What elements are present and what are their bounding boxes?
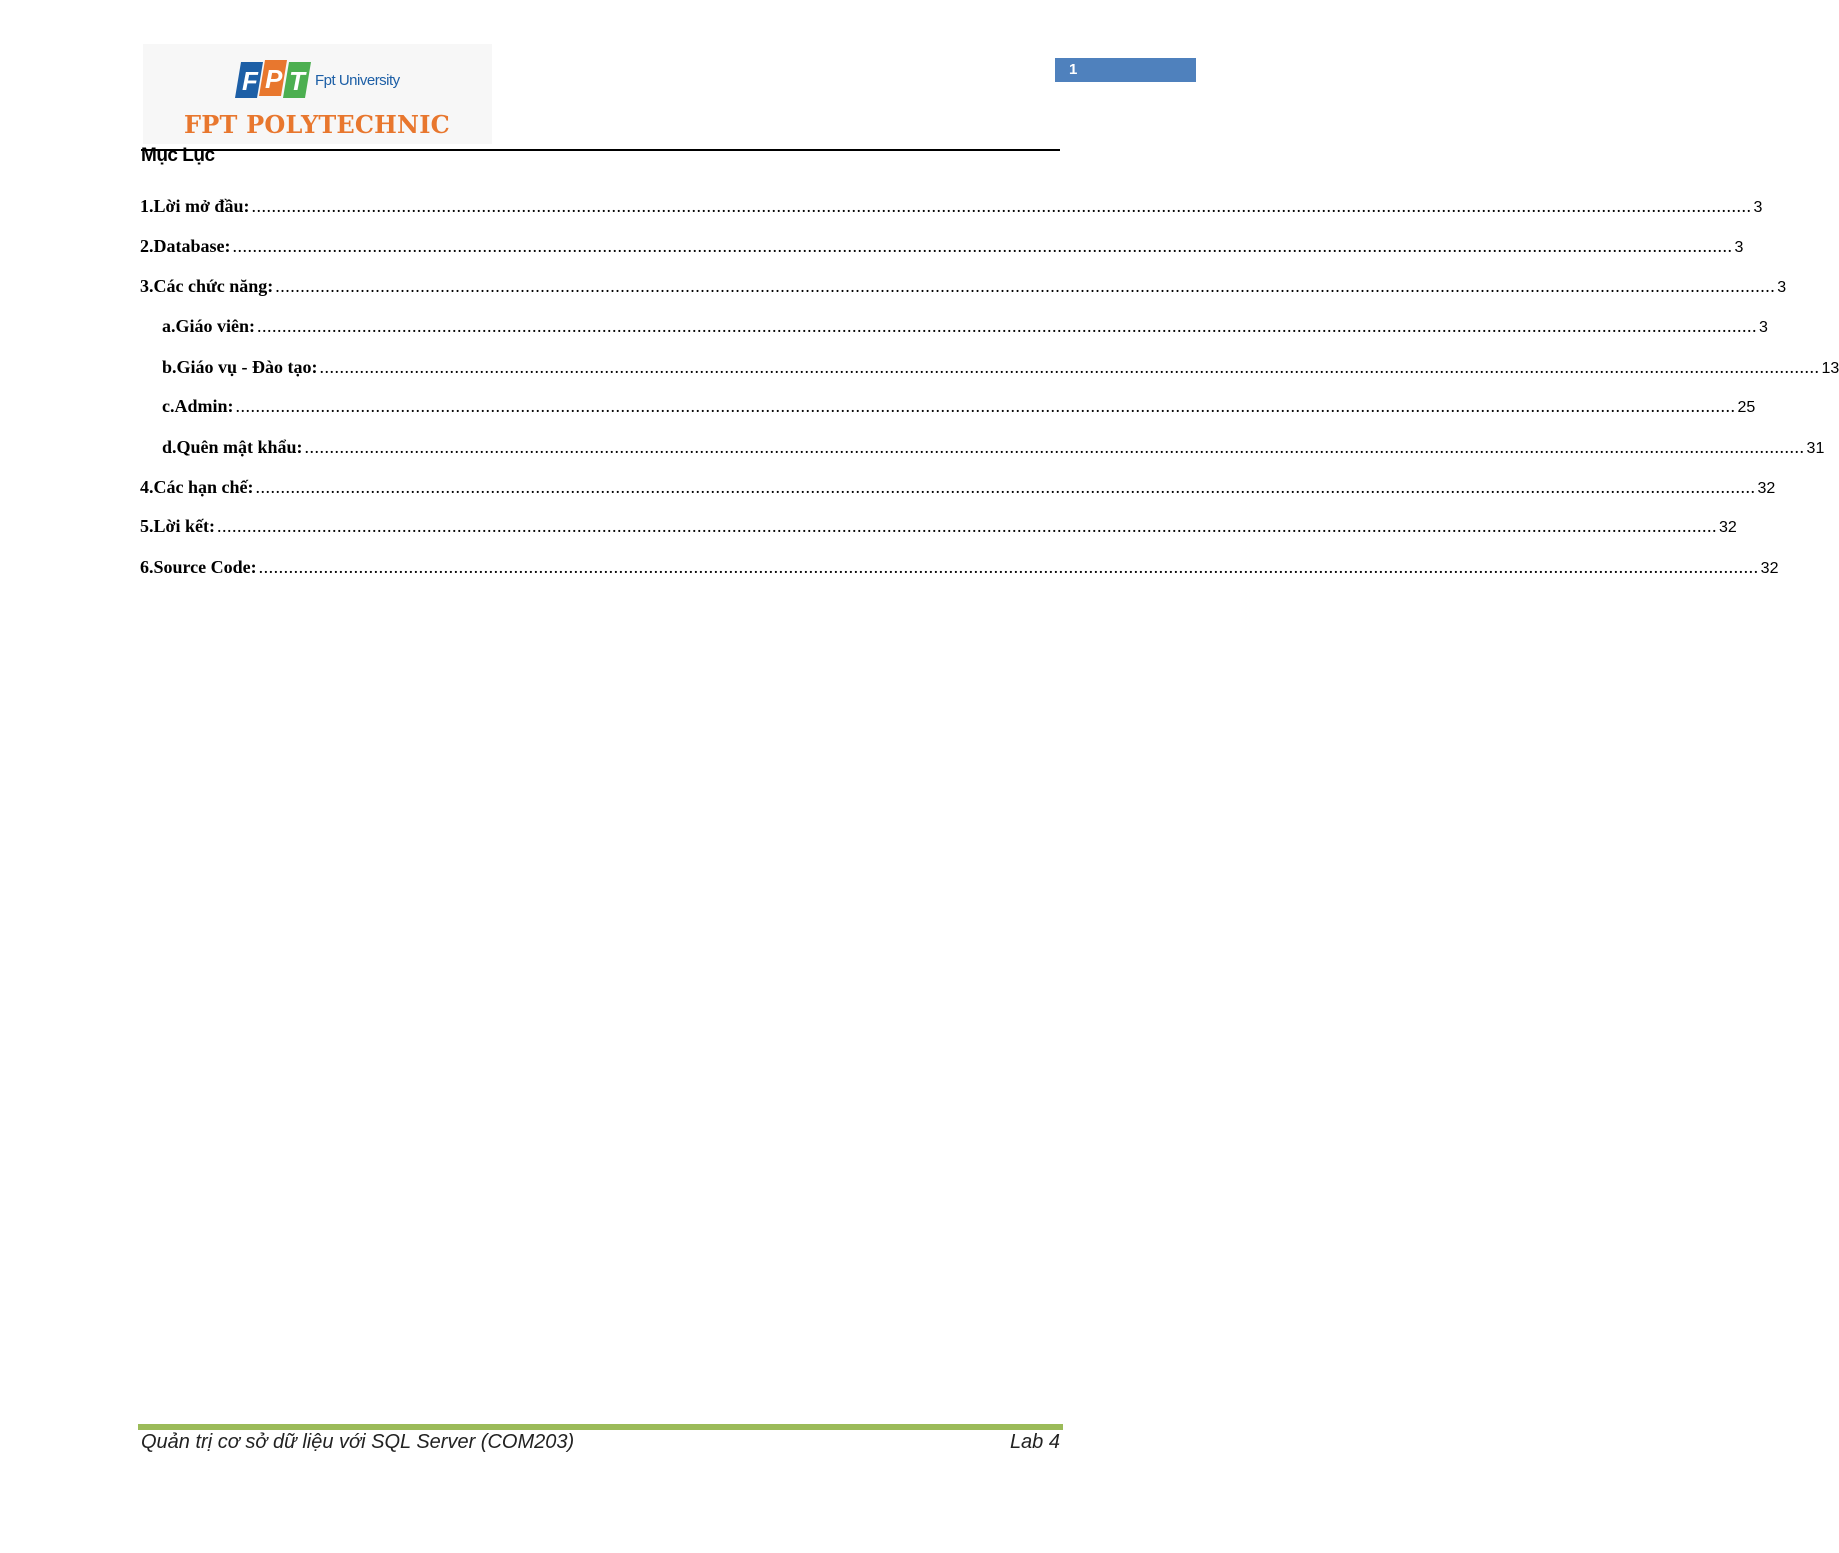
footer-course-title: Quản trị cơ sở dữ liệu với SQL Server (COM203) [141, 1431, 575, 1453]
toc-entry[interactable] [140, 516, 1737, 540]
toc-entry-label: Database: [153, 236, 231, 256]
toc-entry-page: 3 [1753, 199, 1763, 216]
toc-dot-leader: ............................................................................................................................................................................................................................................................................................................ [255, 477, 1756, 497]
toc-dot-leader: ............................................................................................................................................................................................................................................................................................................ [232, 236, 1733, 256]
footer-lab-label: Lab 4 [1009, 1431, 1060, 1453]
toc-entry-page: 32 [1760, 560, 1779, 577]
toc-entry-label: Quên mật khẩu: [176, 437, 303, 457]
toc-entry-page: 31 [1806, 440, 1825, 457]
toc-entry-number: 4. [140, 477, 154, 497]
toc-entry-label: Admin: [174, 396, 234, 416]
toc-entry[interactable] [162, 316, 1768, 340]
toc-dot-leader: ............................................................................................................................................................................................................................................................................................................ [251, 196, 1752, 216]
toc-entry-label: Các hạn chế: [153, 477, 254, 497]
toc-entry-number: b. [162, 357, 177, 377]
toc-entry-number: 3. [140, 276, 154, 296]
toc-entry-number: d. [162, 437, 177, 457]
toc-entry-label: Giáo vụ - Đào tạo: [176, 357, 318, 377]
toc-entry[interactable] [140, 276, 1787, 300]
logo-name: FPT POLYTECHNIC [184, 110, 450, 139]
toc-entry[interactable] [140, 196, 1763, 220]
toc-dot-leader: ............................................................................................................................................................................................................................................................................................................ [319, 357, 1820, 377]
toc-entry-number: 1. [140, 196, 154, 216]
toc-entry-number: a. [162, 316, 176, 336]
toc-dot-leader: ............................................................................................................................................................................................................................................................................................................ [216, 516, 1717, 536]
toc-entry-label: Source Code: [153, 557, 257, 577]
logo-subtitle: Fpt University [315, 72, 400, 89]
toc-entry-number: 5. [140, 516, 154, 536]
header-divider [141, 149, 1060, 151]
toc-entry-page: 32 [1757, 480, 1776, 497]
fpt-logo-mark [233, 58, 315, 102]
toc-entry-label: Giáo viên: [175, 316, 255, 336]
toc-entry-page: 25 [1737, 399, 1756, 416]
footer-divider [138, 1424, 1063, 1430]
toc-entry-page: 3 [1759, 319, 1768, 336]
toc-entry[interactable] [140, 477, 1776, 501]
toc-dot-leader: ............................................................................................................................................................................................................................................................................................................ [235, 396, 1736, 416]
logo-letter: F [242, 66, 258, 96]
toc-entry-label: Các chức năng: [153, 276, 274, 296]
toc-entry-label: Lời mở đầu: [153, 196, 250, 216]
toc-entry-number: 6. [140, 557, 154, 577]
toc-entry[interactable] [140, 557, 1779, 581]
toc-entry-page: 32 [1718, 519, 1737, 536]
toc-entry[interactable] [140, 236, 1744, 260]
toc-dot-leader: ............................................................................................................................................................................................................................................................................................................ [258, 557, 1759, 577]
logo-letter: T [289, 66, 305, 96]
page-number-badge: 1 [1055, 58, 1196, 82]
toc-entry[interactable] [162, 396, 1756, 420]
toc-entry-page: 3 [1734, 239, 1744, 256]
toc-dot-leader: ............................................................................................................................................................................................................................................................................................................ [257, 316, 1757, 336]
fpt-polytechnic-logo [143, 44, 492, 144]
toc-heading: Mục Lục [141, 145, 215, 166]
toc-dot-leader: ............................................................................................................................................................................................................................................................................................................ [304, 437, 1805, 457]
toc-entry-number: 2. [140, 236, 154, 256]
toc-entry-page: 13 [1821, 360, 1839, 377]
toc-entry-page: 3 [1777, 279, 1787, 296]
toc-entry[interactable] [162, 437, 1825, 461]
toc-entry[interactable] [162, 357, 1839, 381]
toc-entry-label: Lời kết: [153, 516, 215, 536]
toc-entry-number: c. [162, 396, 175, 416]
logo-letter: P [265, 64, 283, 94]
toc-dot-leader: ............................................................................................................................................................................................................................................................................................................ [275, 276, 1776, 296]
